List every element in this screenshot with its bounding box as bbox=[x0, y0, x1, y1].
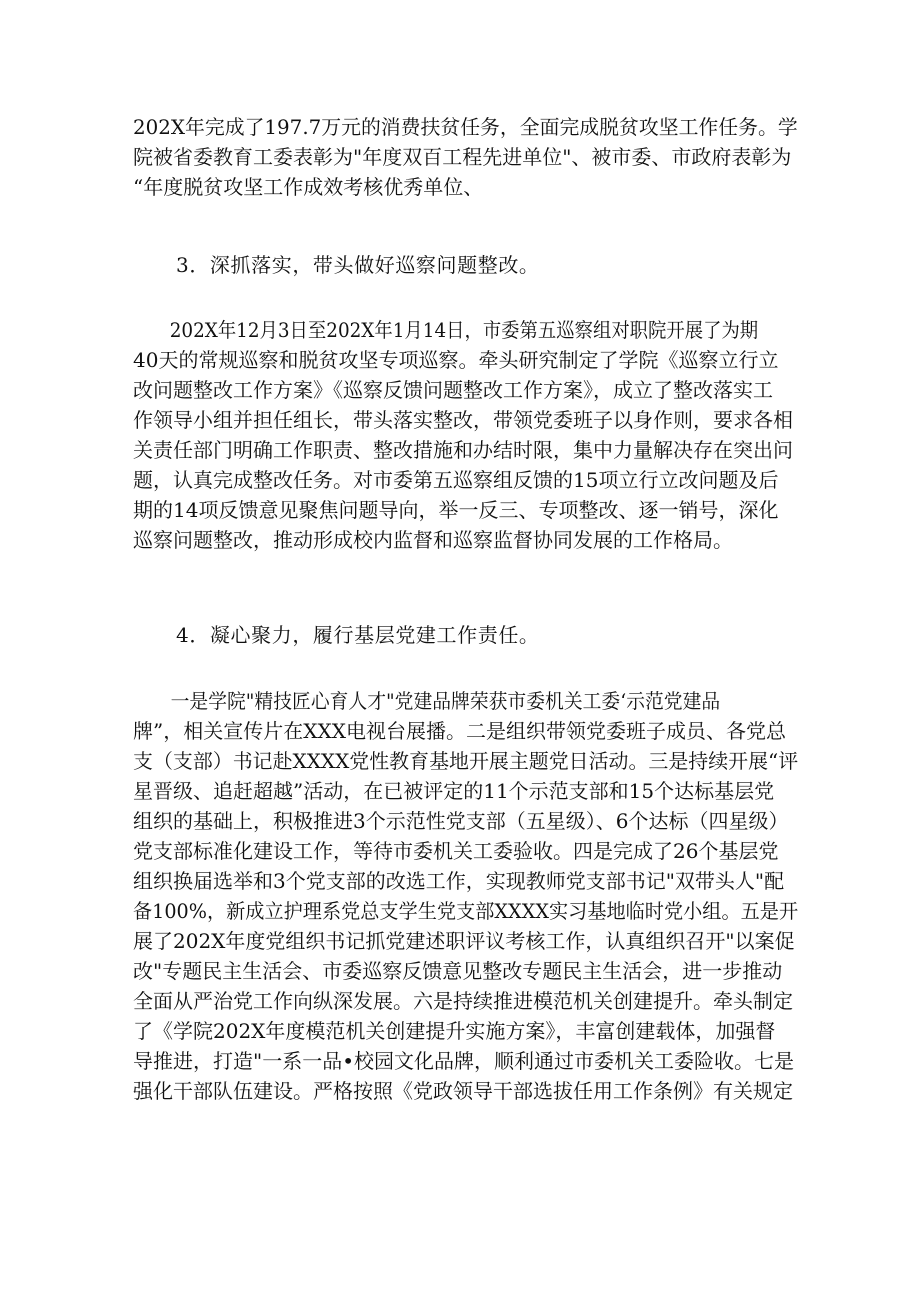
text-line: 星晋级、追赶超越”活动，在已被评定的11个示范支部和15个达标基层党 bbox=[133, 779, 775, 803]
text-line: 了《学院202X年度模范机关创建提升实施方案》，丰富创建载体，加强督 bbox=[133, 1019, 776, 1043]
text-line: 改"专题民主生活会、市委巡察反馈意见整改专题民主生活会，进一步推动 bbox=[133, 959, 783, 983]
text-line: 党支部标准化建设工作，等待市委机关工委验收。四是完成了26个基层党 bbox=[133, 839, 779, 863]
text-line: 院被省委教育工委表彰为"年度双百工程先进单位"、被市委、市政府表彰为 bbox=[133, 145, 792, 169]
section-heading-3: 3．深抓落实，带头做好巡察问题整改。 bbox=[176, 253, 540, 277]
section-heading-4: 4．凝心聚力，履行基层党建工作责任。 bbox=[176, 623, 540, 647]
text-line: 期的14项反馈意见聚焦问题导向，举一反三、专项整改、逐一销号，深化 bbox=[133, 498, 779, 522]
text-line: 全面从严治党工作向纵深发展。六是持续推进模范机关创建提升。牵头制定 bbox=[133, 989, 793, 1013]
text-line: 题，认真完成整改任务。对市委第五巡察组反馈的15项立行立改问题及后 bbox=[133, 468, 779, 492]
text-line: 支（支部）书记赴XXXX党性教育基地开展主题党日活动。三是持续开展“评 bbox=[133, 749, 799, 773]
text-line: 组织换届选举和3个党支部的改选工作，实现教师党支部书记"双带头人"配 bbox=[133, 869, 785, 893]
text-line: 巡察问题整改，推动形成校内监督和巡察监督协同发展的工作格局。 bbox=[133, 528, 733, 552]
paragraph-party-building bbox=[133, 686, 798, 1106]
text-line: 牌”，相关宣传片在XXX电视台展播。二是组织带领党委班子成员、各党总 bbox=[133, 719, 786, 743]
text-line: 一是学院"精技匠心育人才"党建品牌荣获市委机关工委‘示范党建品 bbox=[170, 689, 721, 713]
text-line: 作领导小组并担任组长，带头落实整改，带领党委班子以身作则，要求各相 bbox=[133, 408, 793, 432]
text-line: 导推进，打造"一系一品•校园文化品牌，顺利通过市委机关工委险收。七是 bbox=[133, 1049, 794, 1073]
text-line: 备100%，新成立护理系党总支学生党支部XXXX实习基地临时党小组。五是开 bbox=[133, 899, 799, 923]
text-line: 40天的常规巡察和脱贫攻坚专项巡察。牵头研究制定了学院《巡察立行立 bbox=[133, 348, 779, 372]
text-line: 202X年完成了197.7万元的消费扶贫任务，全面完成脱贫攻坚工作任务。学 bbox=[133, 115, 798, 139]
text-line: “年度脱贫攻坚工作成效考核优秀单位、 bbox=[133, 175, 484, 199]
paragraph-inspection-rectification bbox=[133, 315, 798, 555]
paragraph-poverty-alleviation bbox=[133, 112, 798, 202]
text-line: 改问题整改工作方案》《巡察反馈问题整改工作方案》，成立了整改落实工 bbox=[133, 378, 773, 402]
text-line: 强化干部队伍建设。严格按照《党政领导干部选拔任用工作条例》有关规定 bbox=[133, 1079, 793, 1103]
text-line: 202X年12月3日至202X年1月14日，市委第五巡察组对职院开展了为期 bbox=[169, 318, 759, 342]
text-line: 关责任部门明确工作职责、整改措施和办结时限，集中力量解决存在突出问 bbox=[133, 438, 793, 462]
text-line: 展了202X年度党组织书记抓党建述职评议考核工作，认真组织召开"以案促 bbox=[133, 929, 795, 953]
text-line: 组织的基础上，积极推进3个示范性党支部（五星级）、6个达标（四星级） bbox=[133, 809, 789, 833]
